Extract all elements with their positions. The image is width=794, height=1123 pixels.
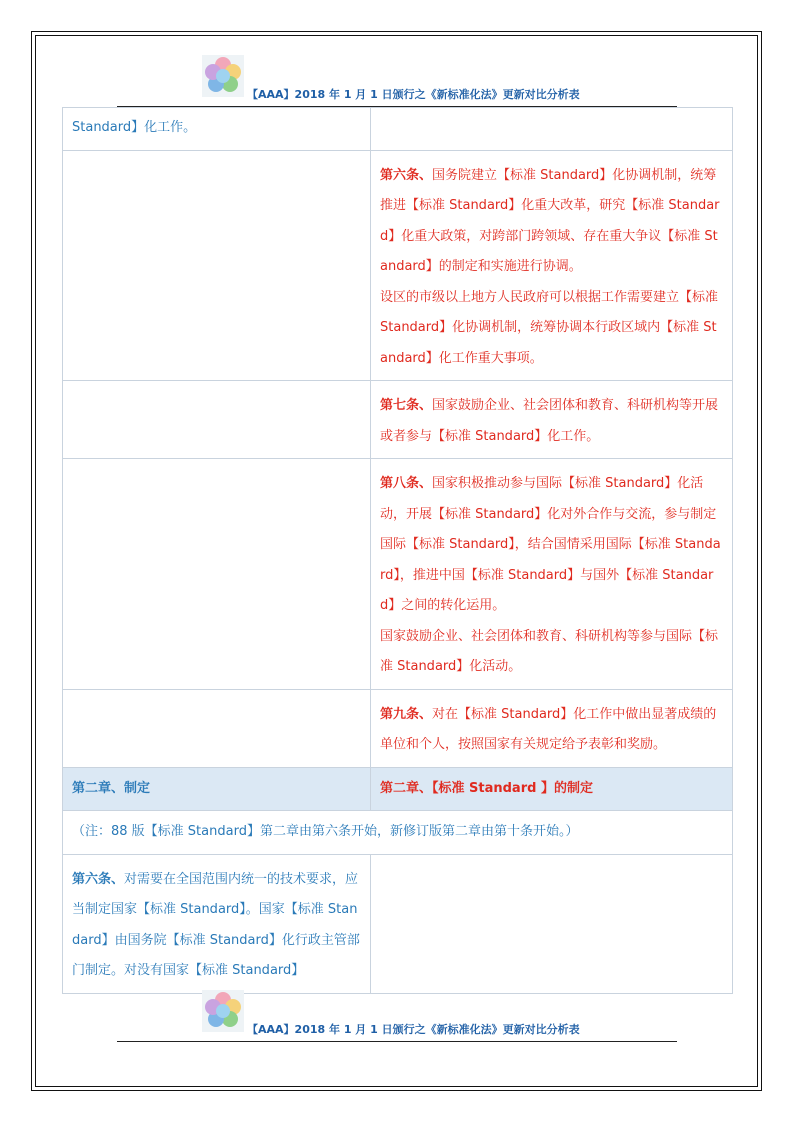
article-text: 国家积极推动参与国际【标准 Standard】化活动，开展【标准 Standard】化对外合作与交流，参与制定国际【标准 Standard】，结合国情采用国际【标准 Standard】，推进中国【标准 Standard】与国外【标准 Standard】之间的转化运用。 — [380, 476, 721, 613]
article-heading: 第六条、 — [380, 167, 433, 183]
article-heading: 第七条、 — [380, 398, 433, 413]
new-law-cell — [371, 150, 733, 381]
article-text: 国务院建立【标准 Standard】化协调机制，统筹推进【标准 Standard】化重大改革，研究【标准 Standard】化重大政策，对跨部门跨领域、存在重大争议【标准 Standard】的制定和实施进行协调。 — [380, 167, 720, 274]
article-text: 国家鼓励企业、社会团体和教育、科研机构等参与国际【标准 Standard】化活动。 — [380, 628, 719, 674]
table-row — [63, 689, 733, 767]
article-text: 对在【标准 Standard】化工作中做出显著成绩的单位和个人，按照国家有关规定给予表彰和奖励。 — [380, 706, 717, 752]
chapter-note: （注：88 版【标准 Standard】第二章由第六条开始，新修订版第二章由第十条开始。） — [63, 811, 733, 855]
article-text: 设区的市级以上地方人民政府可以根据工作需要建立【标准 Standard】化协调机制，统筹协调本行政区域内【标准 Standard】化工作重大事项。 — [380, 289, 719, 366]
article-heading: 第八条、 — [380, 476, 433, 491]
article-heading: 第九条、 — [380, 706, 433, 722]
old-law-cell — [63, 854, 371, 993]
note-row — [63, 811, 733, 855]
new-law-cell — [371, 689, 733, 767]
table-row — [63, 459, 733, 690]
article-text: 国家鼓励企业、社会团体和教育、科研机构等开展或者参与【标准 Standard】化工作。 — [380, 398, 719, 444]
article-heading: 第六条、 — [72, 871, 125, 887]
new-law-cell — [371, 854, 733, 993]
old-law-cell — [63, 381, 371, 459]
old-law-cell: Standard】化工作。 — [63, 108, 371, 151]
table-row — [63, 381, 733, 459]
page-header — [117, 55, 677, 107]
new-law-cell — [371, 108, 733, 151]
chapter-title-old: 第二章、制定 — [63, 767, 371, 811]
chapter-title-new: 第二章、【标准 Standard 】的制定 — [371, 767, 733, 811]
header-title: 【AAA】2018 年 1 月 1 日颁行之《新标准化法》更新对比分析表 — [247, 88, 580, 101]
old-law-cell — [63, 459, 371, 690]
new-law-cell — [371, 459, 733, 690]
table-row — [63, 108, 733, 151]
flower-logo-icon — [202, 55, 244, 97]
article-text: 对需要在全国范围内统一的技术要求，应当制定国家【标准 Standard】。国家【标准 Standard】由国务院【标准 Standard】化行政主管部门制定。对没有国家【标准 Standard】 — [72, 871, 360, 978]
table-row — [63, 854, 733, 993]
comparison-table — [62, 107, 733, 994]
old-law-cell — [63, 689, 371, 767]
old-law-cell — [63, 150, 371, 381]
table-row — [63, 150, 733, 381]
header-rule — [117, 1041, 677, 1042]
flower-logo-icon — [202, 990, 244, 1032]
chapter-row — [63, 767, 733, 811]
header-title: 【AAA】2018 年 1 月 1 日颁行之《新标准化法》更新对比分析表 — [247, 1023, 580, 1036]
page-header-next — [117, 990, 677, 1042]
new-law-cell — [371, 381, 733, 459]
